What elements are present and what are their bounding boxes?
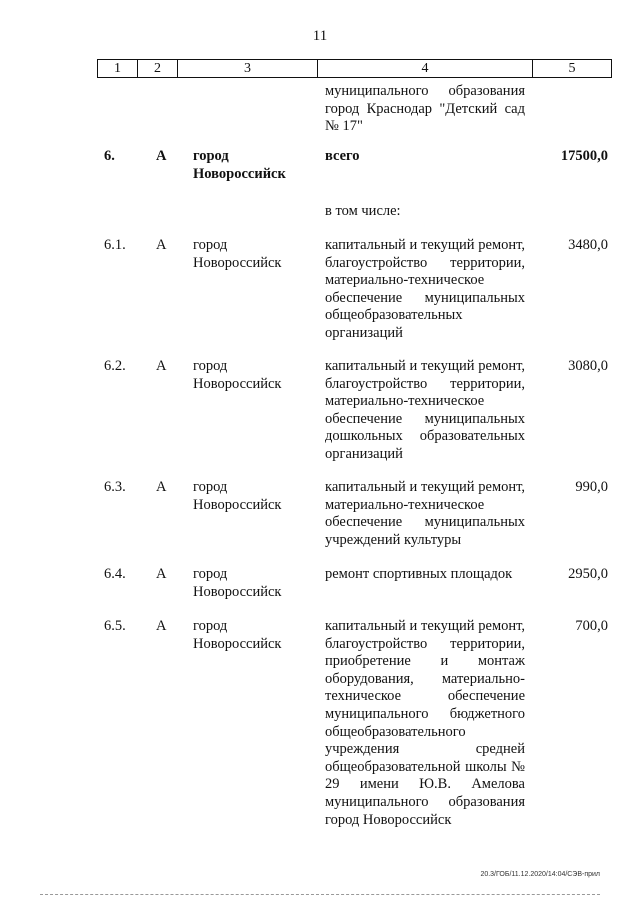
header-col-4: 4 [318, 60, 533, 77]
row-description: капитальный и текущий ремонт, материально-техническое обеспечение муниципальных учреждений культуры [325, 479, 525, 548]
row-municipality: город Новороссийск [193, 566, 282, 600]
header-col-2: 2 [138, 60, 178, 77]
row-amount: 700,0 [575, 618, 608, 634]
row-description: капитальный и текущий ремонт, благоустройство территории, материально-техническое обеспечение муниципальных общеобразовательных организаций [325, 237, 525, 341]
row-amount: 17500,0 [560, 148, 608, 164]
row-municipality: город Новороссийск [193, 618, 282, 652]
row-number: 6.2. [104, 358, 126, 374]
row-description: капитальный и текущий ремонт, благоустройство территории, материально-техническое обеспечение муниципальных дошкольных образовательных организаций [325, 358, 525, 462]
table-header [97, 59, 612, 78]
header-col-1: 1 [98, 60, 138, 77]
row-category: А [156, 148, 167, 164]
row-amount: 3080,0 [568, 358, 608, 374]
footer-stamp: 20.3/ГОБ/11.12.2020/14:04/СЭВ-прил [480, 871, 600, 878]
row-municipality: город Новороссийск [193, 479, 282, 513]
row-municipality: город Новороссийск [193, 237, 282, 271]
row-amount: 3480,0 [568, 237, 608, 253]
row-category: А [156, 566, 167, 582]
row-municipality: город Новороссийск [193, 148, 286, 182]
row-category: А [156, 358, 167, 374]
row-description: в том числе: [325, 203, 401, 219]
row-amount: 2950,0 [568, 566, 608, 582]
row-number: 6.3. [104, 479, 126, 495]
row-municipality: город Новороссийск [193, 358, 282, 392]
row-category: А [156, 237, 167, 253]
row-number: 6.4. [104, 566, 126, 582]
row-category: А [156, 479, 167, 495]
row-number: 6. [104, 148, 115, 164]
page-number: 11 [312, 28, 328, 44]
row-description: всего [325, 148, 360, 164]
row-number: 6.1. [104, 237, 126, 253]
row-description: капитальный и текущий ремонт, благоустройство территории, приобретение и монтаж оборудования, материально-техническое обеспечение муниципального бюджетного общеобразовательного учреждения средней общеобразовательной школы № 29 имени Ю.В. Амелова муниципального образования город Новороссийск [325, 618, 525, 828]
footer-divider [40, 894, 600, 895]
row-number: 6.5. [104, 618, 126, 634]
row-amount: 990,0 [575, 479, 608, 495]
header-col-3: 3 [178, 60, 318, 77]
row-category: А [156, 618, 167, 634]
header-col-5: 5 [568, 61, 576, 76]
row-description: ремонт спортивных площадок [325, 566, 513, 582]
continuation-text: муниципального образования город Краснодар "Детский сад № 17" [325, 83, 525, 135]
